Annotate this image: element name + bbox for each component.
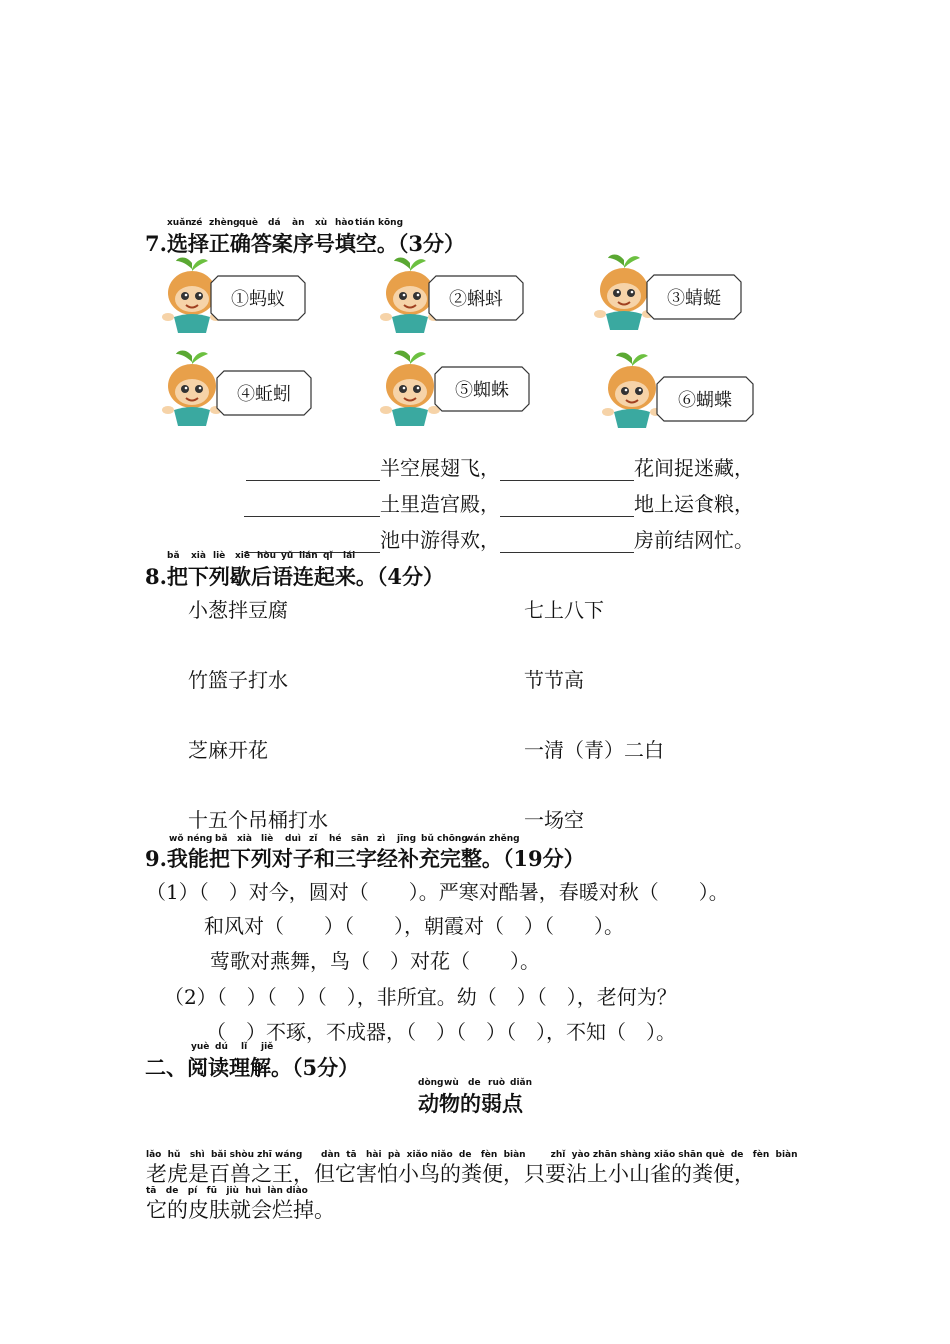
- sprout-mascot-icon: [378, 348, 442, 428]
- option-card-5: [378, 348, 518, 428]
- option-tag-2: ②蝌蚪: [428, 275, 524, 321]
- para-line-1-pinyin: lǎo hǔ shì bǎi shòu zhī wáng dàn tā hài pà xiǎo niǎo de fèn biàn zhǐ yào zhān shàng xiǎo shān què de fèn biàn: [146, 1150, 798, 1160]
- q8-left-2[interactable]: 竹篮子打水: [188, 668, 288, 692]
- q9-line-3: 莺歌对燕舞，鸟（ ）对花（ ）。: [210, 949, 540, 973]
- story-title: 动物的弱点: [418, 1091, 523, 1116]
- q8-title: 8.把下列歇后语连起来。（4分）: [145, 564, 445, 589]
- option-tag-6: ⑥蝴蝶: [656, 376, 754, 422]
- answer-blank[interactable]: [500, 530, 634, 553]
- option-card-6: [600, 350, 740, 430]
- worksheet-page: xuǎn zé zhèng què dá àn xù hào tián kōng 7.选择正确答案序号填空。（3分） ①蚂蚁 ②蝌蚪 ③蜻蜓 ④蚯蚓 ⑤蜘蛛 ⑥蝴蝶 半空展翅飞， 花间捉迷藏， 土里造宫殿， 地上运食粮， 池中游得欢， 房前结网忙。 bǎ xià liè xiē hòu yǔ lián qǐ lái 8.把下列歇后语连起来。（4分） 小葱拌豆腐 竹篮子打水 芝麻开花 十五个吊桶打水 七上八下 节节高 一清（青）二白 一场空 wǒ néng bǎ xià liè duì zǐ hé sān zì jīng bǔ chōng wán zhěng 9.我能把下列对子和三字经补充完整。（19分） （1）（ ）对今，圆对（ ）。严寒对酷暑，春暖对秋（ ）。 和风对（ ）（ ），朝霞对（ ）（ ）。 莺歌对燕舞，鸟（ ）对花（ ）。 （2）（ ）（ ）（ ），非所宜。幼（ ）（ ），老何为？ （ ）不琢，不成器，（ ）（ ）（ ），不知（ ）。 yuè dú lǐ jiě 二、阅读理解。（5分） dòng wù de ruò diǎn 动物的弱点 lǎo hǔ shì bǎi shòu zhī wáng dàn tā hài pà xiǎo niǎo de fèn biàn zhǐ yào zhān shàng xiǎo shān què de fèn biàn 老虎是百兽之王，但它害怕小鸟的粪便，只要沾上小山雀的粪便， tā de pí fū jiù huì làn diào 它的皮肤就会烂掉。: [145, 218, 798, 1222]
- option-tag-3: ③蜻蜓: [646, 274, 742, 320]
- option-card-2: [378, 255, 518, 335]
- q7-title: 7.选择正确答案序号填空。（3分）: [145, 231, 466, 256]
- q8-right-4[interactable]: 一场空: [524, 808, 584, 832]
- option-card-1: [160, 255, 300, 335]
- q7-line-3: 池中游得欢， 房前结网忙。: [244, 524, 754, 553]
- answer-blank[interactable]: [244, 494, 380, 517]
- para-line-2-pinyin: tā de pí fū jiù huì làn diào: [146, 1186, 308, 1196]
- option-card-4: [160, 348, 300, 428]
- q8-left-3[interactable]: 芝麻开花: [188, 738, 268, 762]
- q8-left-4[interactable]: 十五个吊桶打水: [188, 808, 328, 832]
- q8-right-3[interactable]: 一清（青）二白: [524, 738, 664, 762]
- para-line-1: 老虎是百兽之王，但它害怕小鸟的粪便，只要沾上小山雀的粪便，: [146, 1162, 755, 1186]
- q9-line-4: （2）（ ）（ ）（ ），非所宜。幼（ ）（ ），老何为？: [164, 985, 677, 1009]
- option-tag-4: ④蚯蚓: [216, 370, 312, 416]
- sprout-mascot-icon: [600, 350, 664, 430]
- option-tag-1: ①蚂蚁: [210, 275, 306, 321]
- q9-line-1: （1）（ ）对今，圆对（ ）。严寒对酷暑，春暖对秋（ ）。: [146, 880, 729, 904]
- answer-blank[interactable]: [244, 530, 380, 553]
- q8-left-1[interactable]: 小葱拌豆腐: [188, 598, 288, 622]
- q8-right-1[interactable]: 七上八下: [524, 598, 604, 622]
- answer-blank[interactable]: [500, 494, 634, 517]
- q7-line-2: 土里造宫殿， 地上运食粮，: [244, 488, 754, 517]
- q8-right-2[interactable]: 节节高: [524, 668, 584, 692]
- option-tag-5: ⑤蜘蛛: [434, 366, 530, 412]
- sprout-mascot-icon: [160, 348, 224, 428]
- q9-title: 9.我能把下列对子和三字经补充完整。（19分）: [145, 846, 585, 871]
- answer-blank[interactable]: [246, 458, 380, 481]
- para-line-2: 它的皮肤就会烂掉。: [146, 1198, 335, 1222]
- sec2-title: 二、阅读理解。（5分）: [145, 1055, 360, 1080]
- option-card-3: [592, 252, 732, 332]
- q7-line-1: 半空展翅飞， 花间捉迷藏，: [246, 452, 754, 481]
- q9-line-2: 和风对（ ）（ ），朝霞对（ ）（ ）。: [204, 914, 624, 938]
- q9-line-5: （ ）不琢，不成器，（ ）（ ）（ ），不知（ ）。: [206, 1020, 676, 1044]
- answer-blank[interactable]: [500, 458, 634, 481]
